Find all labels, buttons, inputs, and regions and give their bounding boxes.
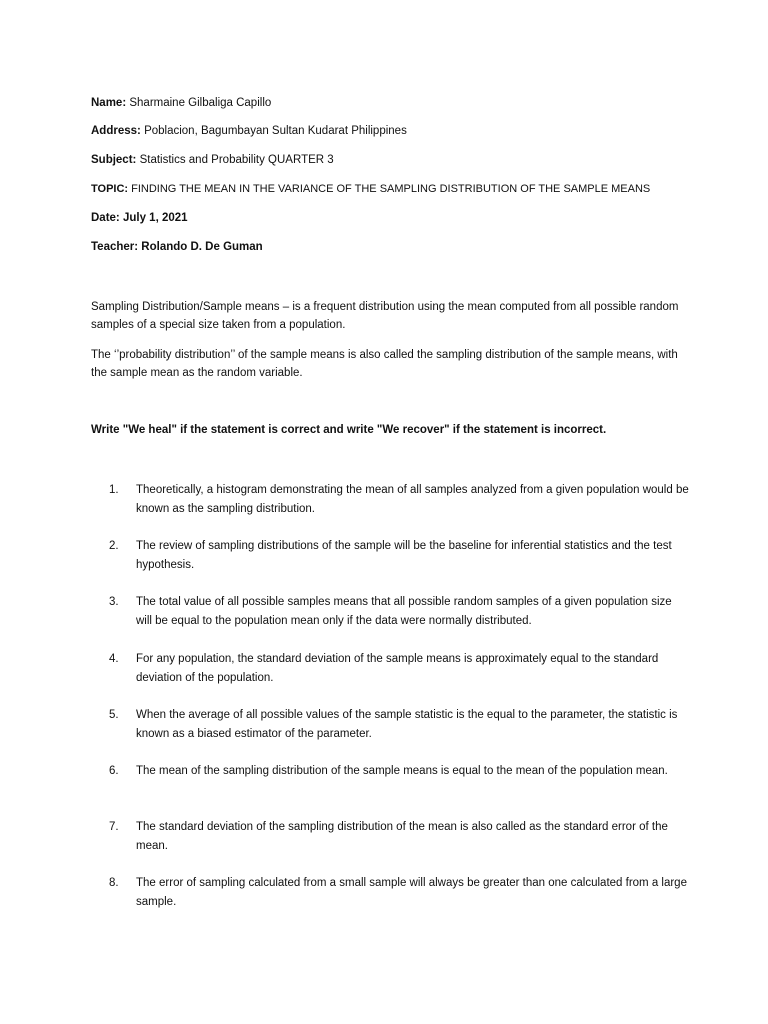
item-number: 3. [109,596,119,608]
date-line [91,210,188,226]
item-text: The mean of the sampling distribution of the sample means is equal to the mean of the population mean. [136,765,668,777]
item-number: 7. [109,821,119,833]
item-text: Theoretically, a histogram demonstrating the mean of all samples analyzed from a given population would be known as the sampling distribution. [136,484,689,515]
address-line [91,123,407,139]
item-text: For any population, the standard deviation of the sample means is approximately equal to the standard deviation of the population. [136,653,659,684]
name-line [91,95,271,111]
item-text: The review of sampling distributions of the sample will be the baseline for inferential statistics and the test hypothesis. [136,540,672,571]
list-item [109,537,689,575]
item-number: 6. [109,765,119,777]
item-number: 2. [109,540,119,552]
item-number: 4. [109,653,119,665]
item-text: When the average of all possible values of the sample statistic is the equal to the parameter, the statistic is known as a biased estimator of the parameter. [136,709,678,740]
list-item [109,762,689,781]
subject-line [91,152,334,168]
item-text: The standard deviation of the sampling distribution of the mean is also called as the standard error of the mean. [136,821,668,852]
subject-value: Statistics and Probability QUARTER 3 [139,154,334,166]
teacher-line [91,239,263,255]
list-item [109,706,689,744]
topic-line [91,181,650,197]
name-label: Name: [91,97,127,109]
definition-paragraph: Sampling Distribution/Sample means – is a frequent distribution using the mean computed from all possible random samples of a special size taken from a population. [91,301,679,331]
topic-label: TOPIC: [91,183,129,195]
name-value: Sharmaine Gilbaliga Capillo [129,97,272,109]
address-label: Address: [91,125,141,137]
item-text: The error of sampling calculated from a small sample will always be greater than one calculated from a large sample. [136,877,687,908]
item-number: 8. [109,877,119,889]
list-item [109,818,689,856]
teacher-label: Teacher: [91,241,139,253]
date-label: Date: [91,212,120,224]
date-value: July 1, 2021 [122,212,188,224]
item-text: The total value of all possible samples means that all possible random samples of a given population size will be equal to the population mean only if the data were normally distributed. [136,596,672,627]
list-item [109,481,689,519]
item-number: 1. [109,484,119,496]
definition-paragraph: The ‘’probability distribution’’ of the sample means is also called the sampling distribution of the sample means, with the sample mean as the random variable. [91,349,678,379]
instruction-text: Write "We heal" if the statement is correct and write "We recover" if the statement is incorrect. [91,424,607,436]
address-value: Poblacion, Bagumbayan Sultan Kudarat Philippines [144,125,407,137]
teacher-value: Rolando D. De Guman [141,241,263,253]
list-item [109,874,689,912]
topic-value: FINDING THE MEAN IN THE VARIANCE OF THE SAMPLING DISTRIBUTION OF THE SAMPLE MEANS [131,183,651,195]
list-item [109,593,689,631]
subject-label: Subject: [91,154,137,166]
item-number: 5. [109,709,119,721]
list-item [109,650,689,688]
